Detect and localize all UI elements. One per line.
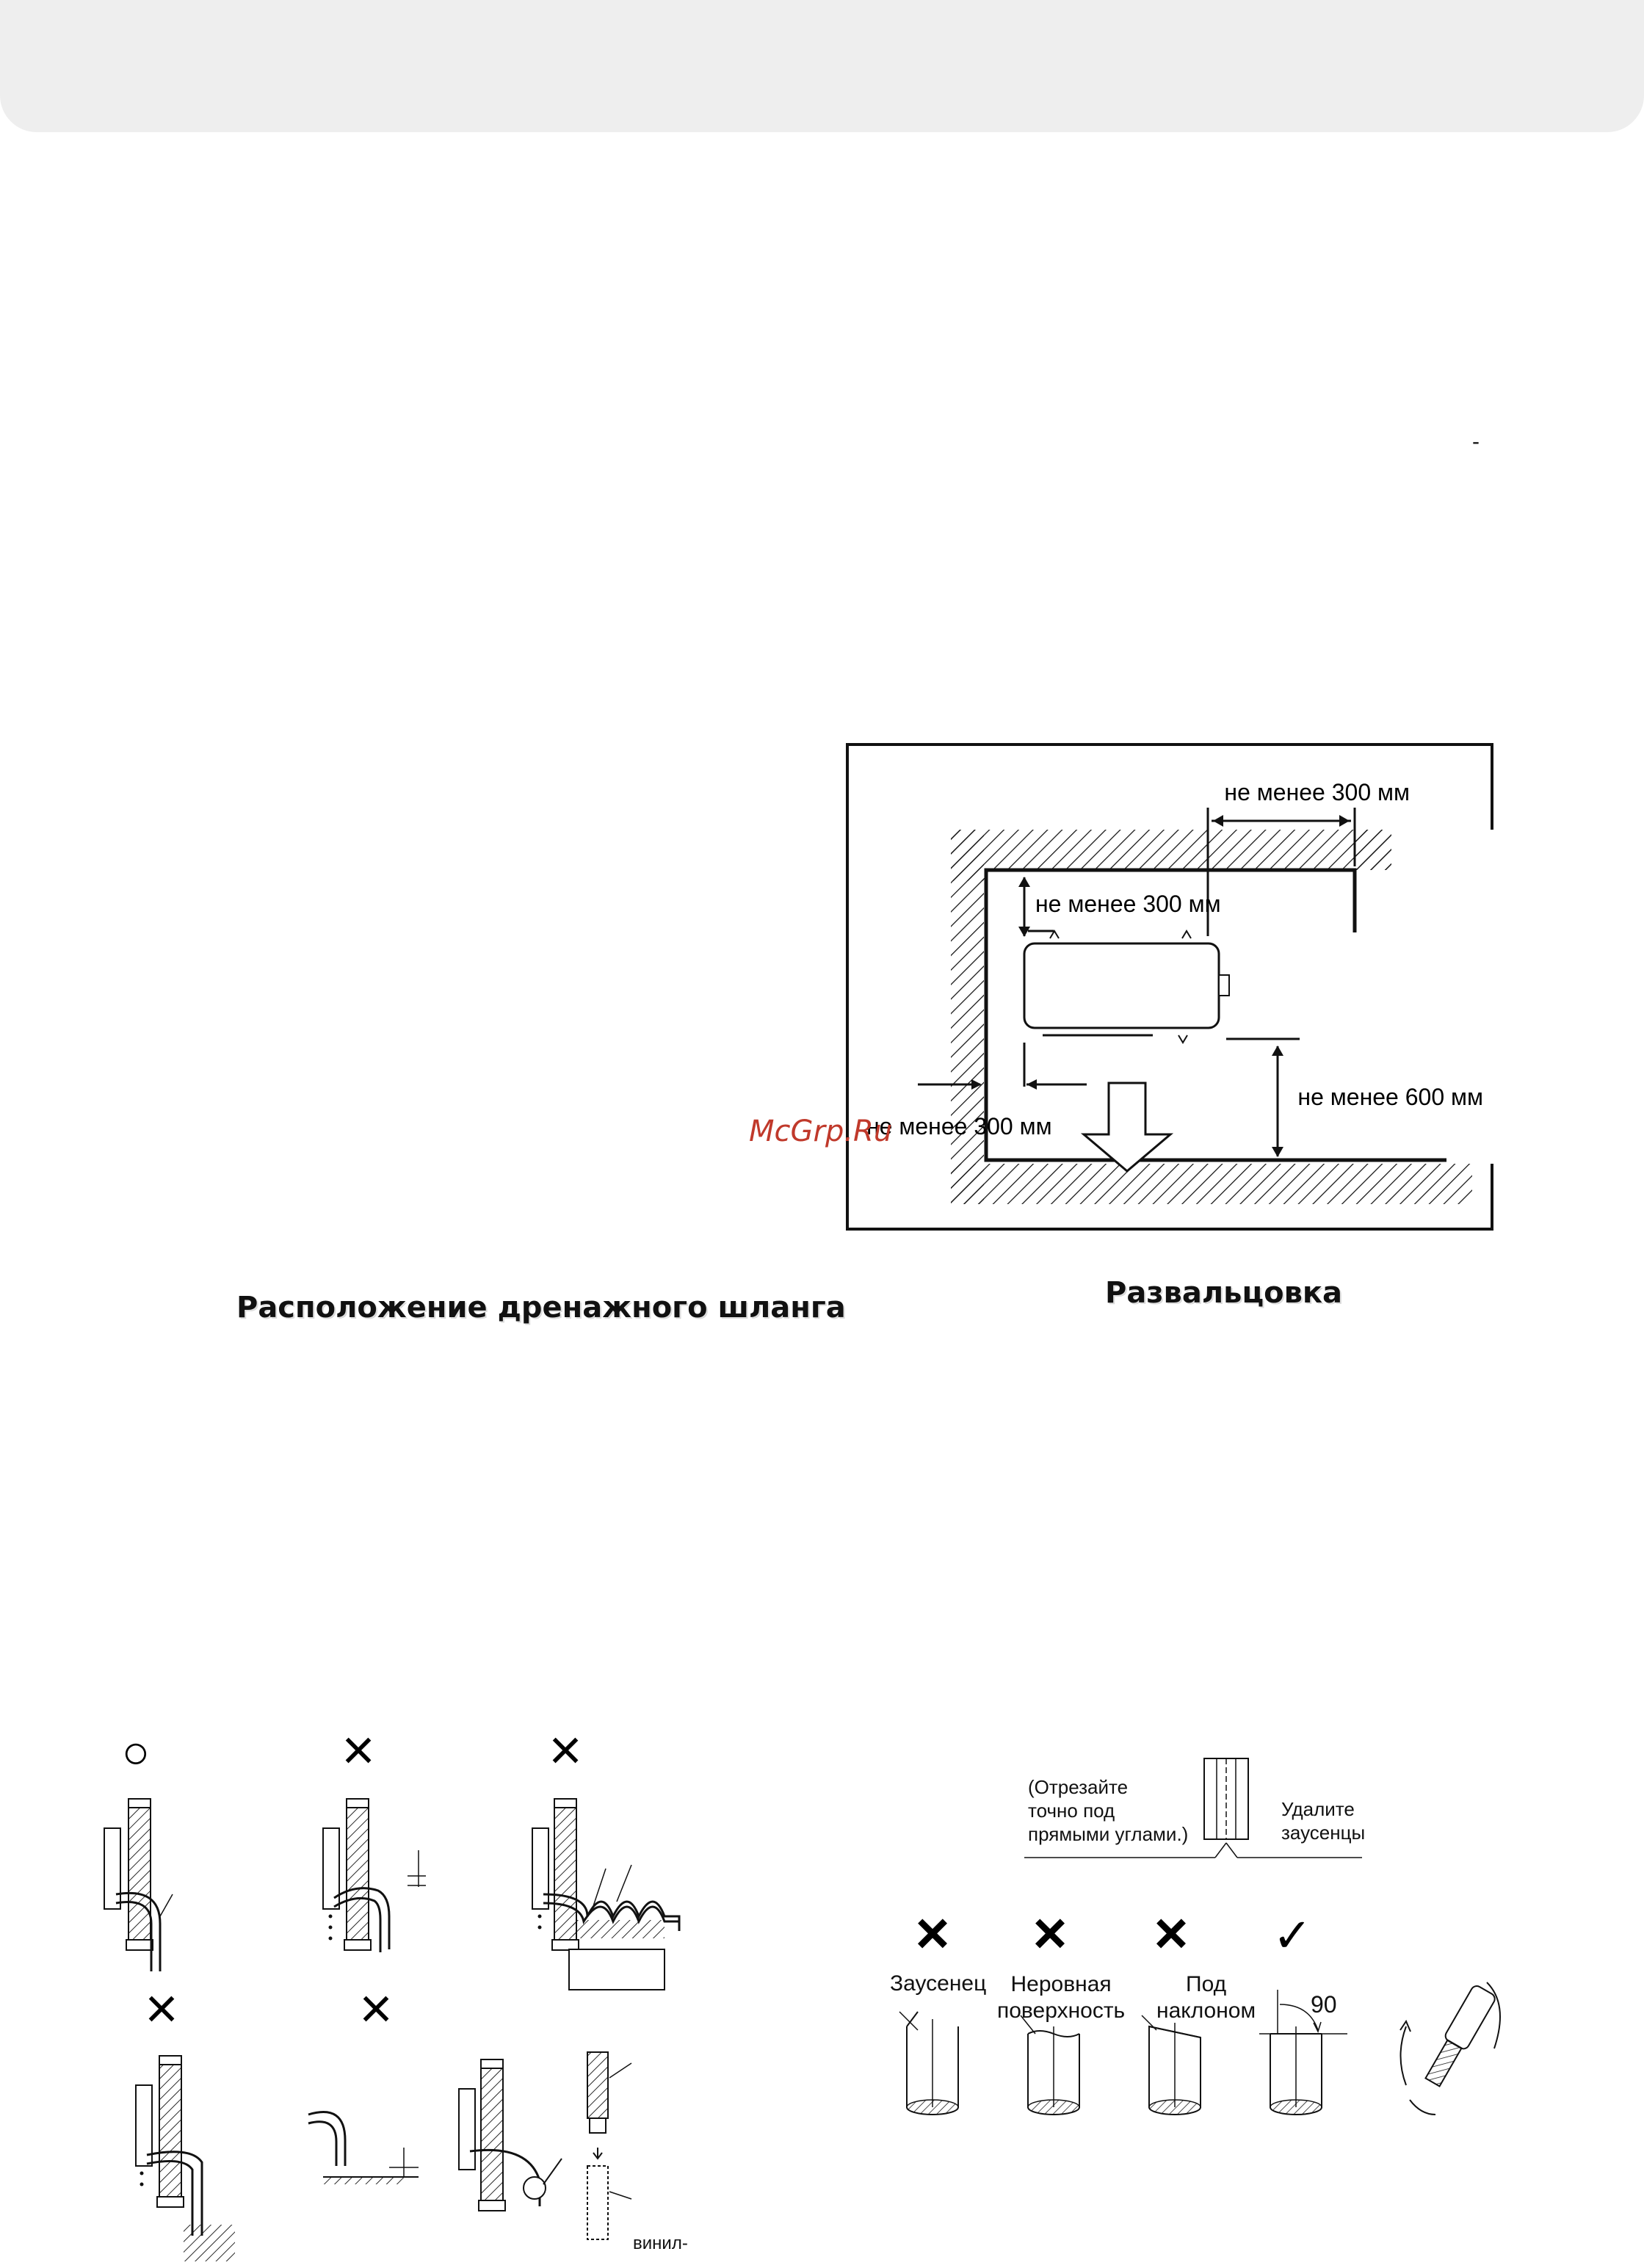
drain-fig-correct: [104, 1799, 173, 1971]
label-angle: 90: [1311, 1991, 1337, 2018]
flare-cross-3: ×: [1154, 1900, 1189, 1966]
flare-check: ✓: [1272, 1909, 1312, 1962]
heading-drain-hose: Расположение дренажного шланга: [236, 1291, 846, 1325]
vinyl-label: винил-: [633, 2233, 688, 2253]
label-side: не менее 300 мм: [866, 1113, 1052, 1140]
indoor-unit: [1024, 943, 1219, 1028]
drain-fig-bad-submerged: [136, 2056, 235, 2261]
label-uneven: Неровная поверхность: [997, 1972, 1126, 2023]
flaring-figures: [877, 1733, 1524, 2144]
left-wall-hatch: [951, 830, 984, 1204]
label-slanted: Под наклоном: [1156, 1972, 1256, 2023]
drain-fig-bad-waves: [532, 1799, 679, 1990]
bad-mark-2: ×: [548, 1718, 582, 1782]
stray-dash: -: [1472, 430, 1480, 454]
bad-mark-3: ×: [145, 1976, 178, 2040]
pipe-slanted: [1142, 2015, 1201, 2115]
remove-burrs-note: Удалите заусенцы: [1281, 1798, 1366, 1844]
clearance-diagram: [844, 742, 1498, 1233]
label-bottom: не менее 600 мм: [1297, 1084, 1483, 1110]
drain-fig-bad-rise: [323, 1799, 426, 1952]
cut-note: (Отрезайте точно под прямыми углами.): [1028, 1776, 1189, 1845]
good-mark: ○: [121, 1725, 151, 1778]
watermark: McGrp.Ru: [749, 1115, 893, 1148]
label-top-right: не менее 300 мм: [1224, 779, 1410, 805]
pipe-uneven: [1021, 2015, 1079, 2115]
floor-hatch: [951, 1164, 1472, 1204]
flare-cross-2: ×: [1032, 1900, 1068, 1966]
drain-fig-bad-ground: [308, 2112, 419, 2184]
label-burr: Заусенец: [890, 1971, 987, 1996]
drain-fig-extension: [459, 2052, 631, 2239]
heading-flaring: Развальцовка: [1105, 1276, 1343, 1310]
flare-cross-1: ×: [915, 1900, 950, 1966]
bad-mark-1: ×: [341, 1718, 375, 1782]
reamer-tool-icon: [1400, 1982, 1500, 2115]
page-header-band: [0, 0, 1644, 132]
drain-hose-figures: [73, 1718, 734, 2261]
label-top-left: не менее 300 мм: [1035, 891, 1221, 917]
bad-mark-4: ×: [359, 1976, 393, 2040]
pipe-burr: [899, 2012, 958, 2115]
